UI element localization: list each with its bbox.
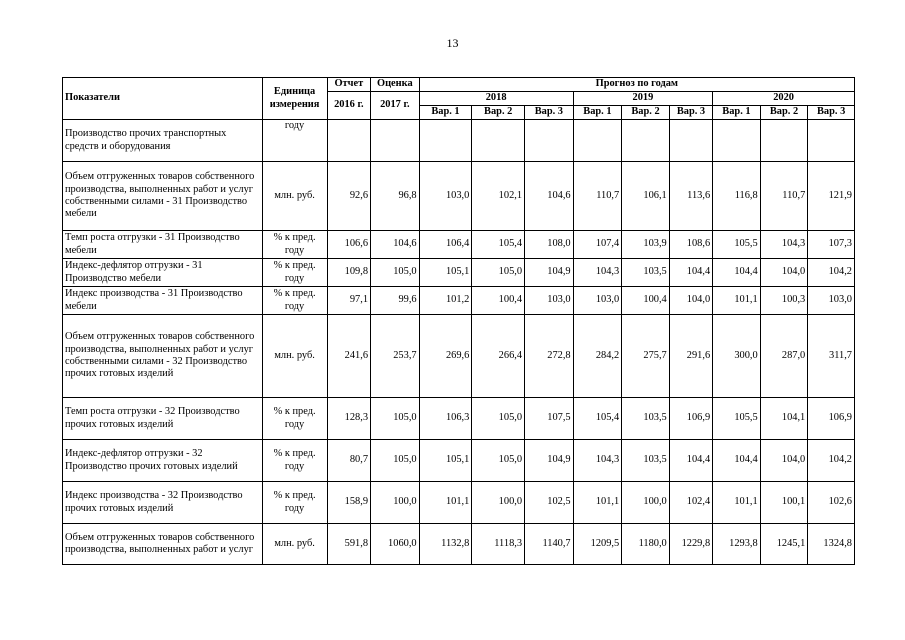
value-cell: 101,1 [419, 482, 472, 524]
value-cell: 102,5 [525, 482, 574, 524]
value-cell: 113,6 [669, 162, 712, 231]
table-row [63, 482, 855, 524]
value-cell: 110,7 [760, 162, 808, 231]
value-cell: 266,4 [472, 315, 525, 398]
value-cell: 104,4 [669, 259, 712, 287]
value-cell: 103,9 [622, 231, 670, 259]
value-cell: 102,4 [669, 482, 712, 524]
header-variant: Вар. 3 [808, 106, 855, 120]
header-year: 2020 [713, 92, 855, 106]
value-cell [472, 120, 525, 162]
header-variant: Вар. 3 [669, 106, 712, 120]
indicator-cell: Производство прочих транспортных средств и оборудования [63, 120, 263, 162]
value-cell: 591,8 [327, 524, 370, 565]
value-cell: 104,3 [573, 440, 622, 482]
header-estimate: Оценка [371, 78, 420, 92]
value-cell: 100,0 [622, 482, 670, 524]
header-variant: Вар. 1 [573, 106, 622, 120]
unit-cell: млн. руб. [262, 524, 327, 565]
unit-cell: % к пред. году [262, 231, 327, 259]
unit-cell: млн. руб. [262, 162, 327, 231]
value-cell: 105,1 [419, 259, 472, 287]
value-cell: 106,1 [622, 162, 670, 231]
value-cell: 105,5 [713, 398, 761, 440]
value-cell: 108,0 [525, 231, 574, 259]
indicator-cell: Индекс-дефлятор отгрузки - 32 Производство прочих готовых изделий [63, 440, 263, 482]
indicator-cell: Индекс-дефлятор отгрузки - 31 Производство мебели [63, 259, 263, 287]
header-forecast: Прогноз по годам [419, 78, 854, 92]
value-cell: 103,5 [622, 440, 670, 482]
value-cell: 241,6 [327, 315, 370, 398]
indicator-cell: Объем отгруженных товаров собственного производства, выполненных работ и услуг собственными силами - 31 Производство мебели [63, 162, 263, 231]
value-cell: 96,8 [371, 162, 420, 231]
forecast-table [62, 77, 855, 565]
value-cell: 105,4 [472, 231, 525, 259]
header-variant: Вар. 1 [713, 106, 761, 120]
value-cell: 104,0 [669, 287, 712, 315]
value-cell [713, 120, 761, 162]
table-row [63, 524, 855, 565]
header-variant: Вар. 2 [472, 106, 525, 120]
header-report-year: 2016 г. [327, 92, 370, 120]
value-cell [808, 120, 855, 162]
table-row [63, 259, 855, 287]
value-cell: 1118,3 [472, 524, 525, 565]
header-year: 2018 [419, 92, 573, 106]
value-cell: 104,1 [760, 398, 808, 440]
value-cell: 1293,8 [713, 524, 761, 565]
value-cell: 100,0 [371, 482, 420, 524]
value-cell: 104,3 [573, 259, 622, 287]
value-cell: 107,5 [525, 398, 574, 440]
unit-cell: % к пред. году [262, 287, 327, 315]
value-cell: 116,8 [713, 162, 761, 231]
value-cell: 104,2 [808, 259, 855, 287]
header-report: Отчет [327, 78, 370, 92]
value-cell: 300,0 [713, 315, 761, 398]
value-cell: 100,1 [760, 482, 808, 524]
value-cell: 105,0 [472, 440, 525, 482]
value-cell: 311,7 [808, 315, 855, 398]
value-cell: 104,4 [713, 440, 761, 482]
table-row [63, 315, 855, 398]
table-row [63, 440, 855, 482]
indicator-cell: Объем отгруженных товаров собственного производства, выполненных работ и услуг собственными силами - 32 Производство прочих готовых изделий [63, 315, 263, 398]
value-cell: 104,9 [525, 259, 574, 287]
header-row [63, 78, 855, 92]
unit-cell: % к пред. году [262, 440, 327, 482]
value-cell [525, 120, 574, 162]
value-cell: 100,4 [472, 287, 525, 315]
value-cell [669, 120, 712, 162]
value-cell: 106,4 [419, 231, 472, 259]
value-cell: 287,0 [760, 315, 808, 398]
value-cell: 101,1 [713, 287, 761, 315]
value-cell: 1180,0 [622, 524, 670, 565]
value-cell: 106,6 [327, 231, 370, 259]
value-cell: 105,0 [371, 259, 420, 287]
value-cell: 1060,0 [371, 524, 420, 565]
header-unit: Единица измерения [262, 78, 327, 120]
value-cell: 1229,8 [669, 524, 712, 565]
value-cell: 104,6 [371, 231, 420, 259]
value-cell: 105,1 [419, 440, 472, 482]
value-cell: 104,0 [760, 440, 808, 482]
value-cell: 105,0 [472, 259, 525, 287]
value-cell: 102,6 [808, 482, 855, 524]
value-cell: 92,6 [327, 162, 370, 231]
value-cell: 101,2 [419, 287, 472, 315]
indicator-cell: Темп роста отгрузки - 32 Производство прочих готовых изделий [63, 398, 263, 440]
value-cell: 104,3 [760, 231, 808, 259]
value-cell: 97,1 [327, 287, 370, 315]
value-cell: 103,5 [622, 398, 670, 440]
table-row [63, 120, 855, 162]
value-cell: 99,6 [371, 287, 420, 315]
value-cell: 253,7 [371, 315, 420, 398]
value-cell: 1209,5 [573, 524, 622, 565]
header-indicator: Показатели [63, 78, 263, 120]
value-cell: 109,8 [327, 259, 370, 287]
unit-cell: млн. руб. [262, 315, 327, 398]
value-cell [573, 120, 622, 162]
value-cell: 1132,8 [419, 524, 472, 565]
indicator-cell: Индекс производства - 32 Производство прочих готовых изделий [63, 482, 263, 524]
value-cell: 1324,8 [808, 524, 855, 565]
table-row [63, 398, 855, 440]
value-cell: 107,4 [573, 231, 622, 259]
value-cell: 275,7 [622, 315, 670, 398]
value-cell [760, 120, 808, 162]
value-cell [371, 120, 420, 162]
unit-cell: % к пред. году [262, 482, 327, 524]
value-cell: 128,3 [327, 398, 370, 440]
header-variant: Вар. 2 [760, 106, 808, 120]
value-cell: 107,3 [808, 231, 855, 259]
value-cell: 106,9 [669, 398, 712, 440]
value-cell: 103,5 [622, 259, 670, 287]
header-variant: Вар. 3 [525, 106, 574, 120]
table-header [63, 78, 855, 120]
value-cell: 103,0 [525, 287, 574, 315]
unit-cell: % к пред. году [262, 259, 327, 287]
value-cell: 80,7 [327, 440, 370, 482]
table-row [63, 162, 855, 231]
value-cell: 272,8 [525, 315, 574, 398]
unit-cell: году [262, 120, 327, 162]
value-cell: 104,9 [525, 440, 574, 482]
value-cell: 103,0 [808, 287, 855, 315]
indicator-cell: Объем отгруженных товаров собственного производства, выполненных работ и услуг [63, 524, 263, 565]
value-cell: 105,5 [713, 231, 761, 259]
header-year: 2019 [573, 92, 713, 106]
value-cell [622, 120, 670, 162]
value-cell: 103,0 [573, 287, 622, 315]
value-cell: 110,7 [573, 162, 622, 231]
value-cell: 103,0 [419, 162, 472, 231]
value-cell: 102,1 [472, 162, 525, 231]
table-body [63, 120, 855, 565]
value-cell: 105,0 [371, 440, 420, 482]
value-cell: 269,6 [419, 315, 472, 398]
unit-cell: % к пред. году [262, 398, 327, 440]
value-cell: 104,6 [525, 162, 574, 231]
value-cell: 1245,1 [760, 524, 808, 565]
indicator-cell: Темп роста отгрузки - 31 Производство мебели [63, 231, 263, 259]
value-cell [419, 120, 472, 162]
value-cell [327, 120, 370, 162]
value-cell: 158,9 [327, 482, 370, 524]
value-cell: 104,4 [713, 259, 761, 287]
table-row [63, 287, 855, 315]
value-cell: 106,3 [419, 398, 472, 440]
page-number: 13 [446, 36, 459, 50]
value-cell: 105,0 [371, 398, 420, 440]
value-cell: 1140,7 [525, 524, 574, 565]
value-cell: 105,0 [472, 398, 525, 440]
value-cell: 291,6 [669, 315, 712, 398]
value-cell: 104,0 [760, 259, 808, 287]
value-cell: 108,6 [669, 231, 712, 259]
value-cell: 106,9 [808, 398, 855, 440]
value-cell: 121,9 [808, 162, 855, 231]
header-variant: Вар. 1 [419, 106, 472, 120]
value-cell: 100,4 [622, 287, 670, 315]
value-cell: 100,0 [472, 482, 525, 524]
value-cell: 101,1 [573, 482, 622, 524]
table-row [63, 231, 855, 259]
header-variant: Вар. 2 [622, 106, 670, 120]
value-cell: 284,2 [573, 315, 622, 398]
value-cell: 105,4 [573, 398, 622, 440]
value-cell: 104,2 [808, 440, 855, 482]
value-cell: 104,4 [669, 440, 712, 482]
value-cell: 100,3 [760, 287, 808, 315]
value-cell: 101,1 [713, 482, 761, 524]
indicator-cell: Индекс производства - 31 Производство мебели [63, 287, 263, 315]
header-estimate-year: 2017 г. [371, 92, 420, 120]
